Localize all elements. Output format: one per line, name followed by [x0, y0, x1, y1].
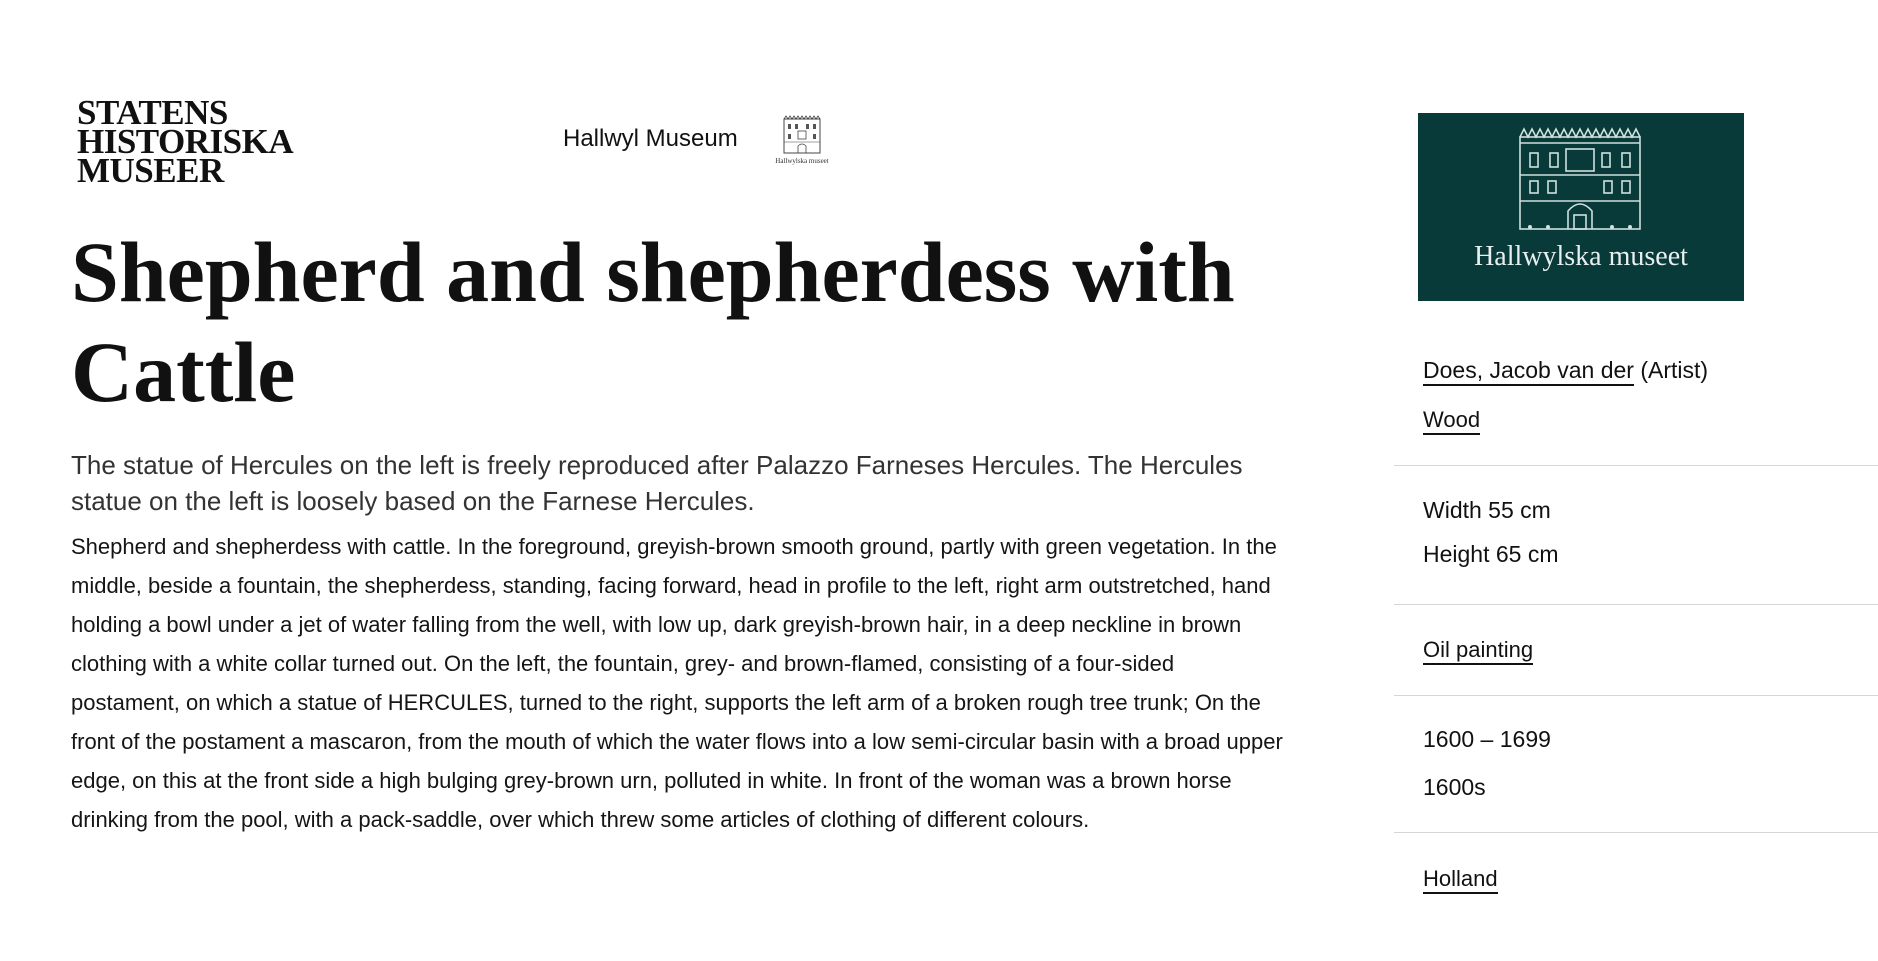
century-value: 1600s	[1423, 774, 1486, 800]
height-value: Height 65 cm	[1423, 541, 1559, 567]
object-description: Shepherd and shepherdess with cattle. In the foreground, greyish-brown smooth ground, partly with green vegetation. In the middle, beside a fountain, the shepherdess, standing, facing forward, head in profile to the left, right arm outstretched, hand holding a bowl under a jet of water falling from the well, with low up, dark greyish-brown hair, in a deep neckline in brown clothing with a white collar turned out. On the left, the fountain, grey- and brown-flamed, consisting of a four-sided postament, on which a statue of HERCULES, turned to the right, supports the left arm of a broken rough tree trunk; On the front of the postament a mascaron, from the mouth of which the water flows into a low semi-circular basin with a broad upper edge, on this at the front side a high bulging grey-brown urn, polluted in white. In front of the woman was a brown horse drinking from the pool, with a pack-saddle, over which threw some articles of clothing of different colours.	[71, 534, 1283, 832]
technique-link[interactable]: Oil painting	[1423, 637, 1533, 665]
logo-line-2: HISTORISKA	[77, 122, 294, 161]
artist-link[interactable]: Does, Jacob van der	[1423, 357, 1634, 386]
material-link[interactable]: Wood	[1423, 407, 1480, 435]
hallwyl-museum-small-logo[interactable]	[770, 115, 834, 167]
divider	[1394, 465, 1878, 466]
divider	[1394, 604, 1878, 605]
palace-icon	[770, 115, 834, 157]
logo-line-3: MUSEER	[77, 151, 224, 190]
divider	[1394, 832, 1878, 833]
place-row	[1423, 866, 1498, 892]
divider	[1394, 695, 1878, 696]
statens-historiska-museer-logo[interactable]	[77, 93, 294, 190]
hallwylska-museet-logo-panel[interactable]	[1418, 113, 1744, 301]
small-logo-caption: Hallwylska museet	[775, 157, 829, 165]
museum-name[interactable]: Hallwyl Museum	[563, 125, 738, 152]
place-link[interactable]: Holland	[1423, 866, 1498, 894]
logo-line-1: STATENS	[77, 93, 228, 132]
material-row	[1423, 407, 1480, 433]
panel-logo-caption: Hallwylska museet	[1474, 241, 1688, 272]
object-title: Shepherd and shepherdess with Cattle	[71, 224, 1235, 420]
technique-row	[1423, 637, 1533, 663]
date-range: 1600 – 1699	[1423, 726, 1551, 752]
artist-row	[1423, 357, 1708, 384]
object-lead: The statue of Hercules on the left is freely reproduced after Palazzo Farneses Hercules. The Hercules statue on the left is loosely based on the Farnese Hercules.	[71, 450, 1243, 516]
hallwyl-palace-icon	[1418, 113, 1744, 238]
artist-role: (Artist)	[1640, 357, 1709, 383]
width-value: Width 55 cm	[1423, 497, 1551, 523]
